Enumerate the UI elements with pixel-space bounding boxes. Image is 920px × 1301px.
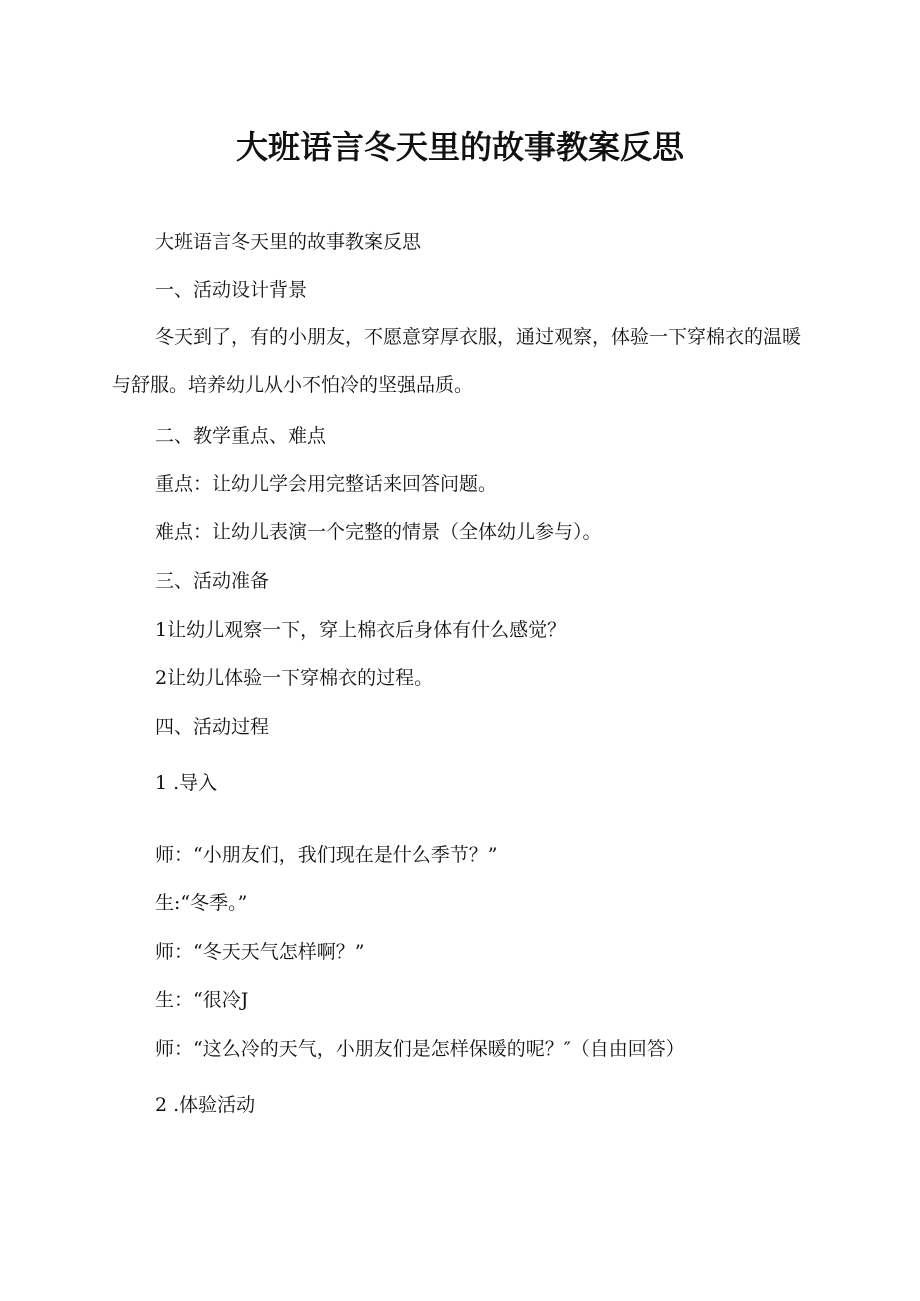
dialog-line-4: 生：“很冷J [155,989,249,1011]
section-heading-process: 四、活动过程 [155,716,270,738]
process-step-2: 2 .体验活动 [155,1094,256,1116]
dialog-line-3: 师：“冬天天气怎样啊？” [155,941,365,963]
dialog-line-2: 生:“冬季。” [155,892,248,914]
preparation-item-2: 2让幼儿体验一下穿棉衣的过程。 [155,667,434,689]
preparation-item-1: 1让幼儿观察一下，穿上棉衣后身体有什么感觉？ [155,619,567,641]
section-heading-background: 一、活动设计背景 [155,279,308,301]
key-point-text: 重点：让幼儿学会用完整话来回答问题。 [155,473,498,495]
dialog-line-1: 师：“小朋友们，我们现在是什么季节？” [155,844,498,866]
document-subtitle: 大班语言冬天里的故事教案反思 [155,231,422,253]
process-step-1: 1 .导入 [155,772,218,794]
background-paragraph: 冬天到了，有的小朋友，不愿意穿厚衣服，通过观察，体验一下穿棉衣的温暖与舒服。培养幼儿从小不怕冷的坚强品质。 [112,326,802,396]
dialog-line-5: 师：“这么冷的天气，小朋友们是怎样保暖的呢？″（自由回答） [155,1038,685,1060]
difficulty-text: 难点：让幼儿表演一个完整的情景（全体幼儿参与）。 [155,521,602,543]
section-heading-key-points: 二、教学重点、难点 [155,425,327,447]
section-heading-preparation: 三、活动准备 [155,570,270,592]
document-title: 大班语言冬天里的故事教案反思 [235,128,684,166]
